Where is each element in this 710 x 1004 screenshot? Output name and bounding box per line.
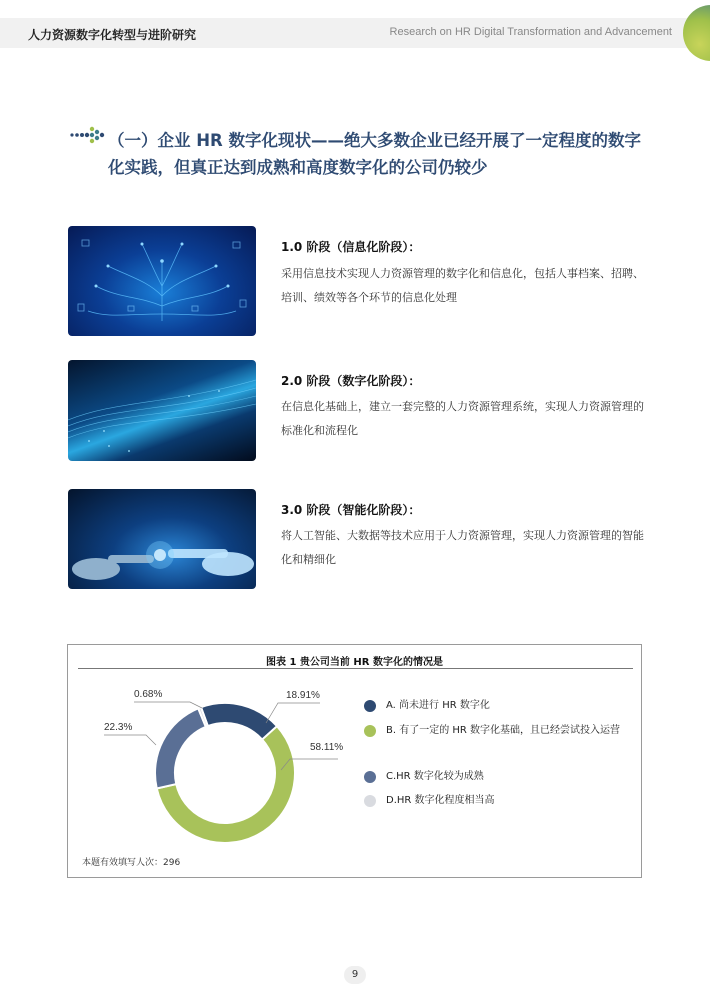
data-label-b: 58.11% <box>310 742 344 753</box>
legend-label-a: A. 尚未进行 HR 数字化 <box>386 700 490 711</box>
donut-chart <box>68 645 358 879</box>
header-title-cn: 人力资源数字化转型与进阶研究 <box>28 28 197 42</box>
stage-1-image <box>68 226 256 336</box>
stage-1-description: 采用信息技术实现人力资源管理的数字化和信息化，包括人事档案、招聘、培训、绩效等各个环节的信息化处理 <box>281 267 644 304</box>
header-title-en: Research on HR Digital Transformation and Advancement <box>389 26 672 38</box>
stage-3-image <box>68 489 256 589</box>
stage-2-title: 2.0 阶段（数字化阶段）： <box>281 374 421 388</box>
data-label-d: 0.68% <box>134 689 163 700</box>
donut-slice-c <box>155 708 206 788</box>
leader-line-c <box>104 735 156 745</box>
leader-line-d <box>134 702 202 708</box>
legend-swatch-a <box>364 700 376 712</box>
legend-label-c: C.HR 数字化较为成熟 <box>386 771 484 782</box>
data-label-a: 18.91% <box>286 690 320 701</box>
legend-swatch-d <box>364 795 376 807</box>
page-number: 9 <box>344 966 366 984</box>
donut-slice-a <box>201 703 277 740</box>
stage-1-title: 1.0 阶段（信息化阶段）： <box>281 240 421 254</box>
legend-swatch-b <box>364 725 376 737</box>
header-decoration <box>683 5 710 61</box>
data-label-c: 22.3% <box>104 722 133 733</box>
page-header <box>0 18 710 48</box>
stage-2-description: 在信息化基础上，建立一套完整的人力资源管理系统，实现人力资源管理的标准化和流程化 <box>281 400 644 437</box>
leader-line-a <box>266 703 320 723</box>
legend-label-d: D.HR 数字化程度相当高 <box>386 795 495 806</box>
chart-title: 图表 1 贵公司当前 HR 数字化的情况是 <box>266 657 443 668</box>
legend-label-b: B. 有了一定的 HR 数字化基础，且已经尝试投入运营 <box>386 725 621 736</box>
chart-figure <box>67 644 642 878</box>
legend-swatch-c <box>364 771 376 783</box>
chart-note: 本题有效填写人次：296 <box>82 858 181 868</box>
stage-3-description: 将人工智能、大数据等技术应用于人力资源管理，实现人力资源管理的智能化和精细化 <box>281 529 644 566</box>
section-title: （一）企业 HR 数字化现状——绝大多数企业已经开展了一定程度的数字化实践，但真正达到成熟和高度数字化的公司仍较少 <box>108 131 642 177</box>
stage-2-image <box>68 360 256 461</box>
stage-3-title: 3.0 阶段（智能化阶段）： <box>281 503 421 517</box>
section-dots-icon <box>70 125 106 145</box>
